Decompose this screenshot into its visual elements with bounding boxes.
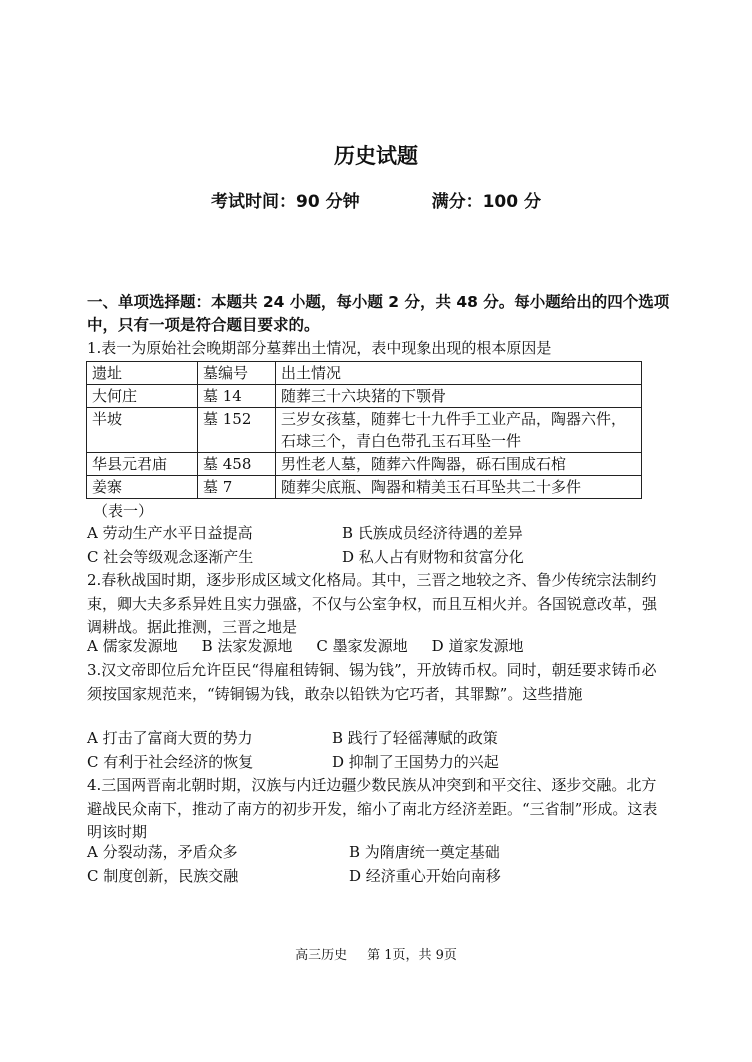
page-title: 历史试题 xyxy=(334,144,418,168)
option-c: C 墨家发源地 xyxy=(316,637,408,655)
question-1-table xyxy=(86,361,642,499)
question-3-options xyxy=(87,727,499,774)
question-1-stem: 1.表一为原始社会晚期部分墓葬出土情况，表中现象出现的根本原因是 xyxy=(87,339,552,357)
table-row xyxy=(87,476,642,499)
option-c: C 社会等级观念逐渐产生 xyxy=(87,547,254,566)
table-header-row xyxy=(87,362,642,385)
table-caption: （表一） xyxy=(93,502,154,520)
exam-time: 考试时间：90 分钟 xyxy=(211,192,360,212)
table-cell: 墓 14 xyxy=(198,385,276,408)
table-cell: 大何庄 xyxy=(87,385,198,408)
table-cell: 三岁女孩墓，随葬七十九件手工业产品，陶器六件，石球三个，青白色带孔玉石耳坠一件 xyxy=(276,408,642,453)
table-cell: 姜寨 xyxy=(87,476,198,499)
page-number: 第 1页，共 9页 xyxy=(367,948,457,963)
option-b: B 为隋唐统一奠定基础 xyxy=(349,843,500,861)
option-a: A 儒家发源地 xyxy=(87,637,178,655)
table-row xyxy=(87,408,642,453)
option-a: A 劳动生产水平日益提高 xyxy=(87,524,253,542)
option-c: C 有利于社会经济的恢复 xyxy=(87,752,254,771)
question-2-options xyxy=(87,635,547,659)
option-d: D 经济重心开始向南移 xyxy=(349,866,501,885)
table-cell: 随葬三十六块猪的下颚骨 xyxy=(276,385,642,408)
table-cell: 随葬尖底瓶、陶器和精美玉石耳坠共二十多件 xyxy=(276,476,642,499)
option-b: B 氏族成员经济待遇的差异 xyxy=(342,524,523,542)
option-c: C 制度创新，民族交融 xyxy=(87,866,239,885)
option-a: A 打击了富商大贾的势力 xyxy=(87,729,253,747)
table-cell: 半坡 xyxy=(87,408,198,453)
question-4-stem: 4.三国两晋南北朝时期，汉族与内迁边疆少数民族从冲突到和平交往、逐步交融。北方避战民众南下，推动了南方的初步开发，缩小了南北方经济差距。“三省制”形成。这表明该时期 xyxy=(87,776,658,841)
question-1-options xyxy=(87,522,524,569)
full-score: 满分：100 分 xyxy=(431,192,541,212)
table-header: 墓编号 xyxy=(198,362,276,385)
question-3-stem: 3.汉文帝即位后允许臣民“得雇租铸铜、锡为钱”，开放铸币权。同时，朝廷要求铸币必须按国家规范来，“铸铜锡为钱，敢杂以铅铁为它巧者，其罪黥”。这些措施 xyxy=(87,661,657,703)
option-d: D 抑制了王国势力的兴起 xyxy=(332,752,499,771)
question-2-stem: 2.春秋战国时期，逐步形成区域文化格局。其中，三晋之地较之齐、鲁少传统宗法制约束，卿大夫多系异姓且实力强盛，不仅与公室争权，而且互相火并。各国锐意改革，强调耕战。据此推测，三晋之地是 xyxy=(87,571,658,636)
section-heading: 一、单项选择题：本题共 24 小题，每小题 2 分，共 48 分。每小题给出的四个选项中，只有一项是符合题目要求的。 xyxy=(87,293,670,334)
page-footer xyxy=(0,944,752,963)
footer-subject: 高三历史 xyxy=(295,948,348,963)
table-cell: 墓 152 xyxy=(198,408,276,453)
option-d: D 私人占有财物和贫富分化 xyxy=(342,547,524,566)
exam-info xyxy=(0,187,752,212)
question-4-options xyxy=(87,841,501,888)
option-a: A 分裂动荡，矛盾众多 xyxy=(87,843,238,861)
table-cell: 男性老人墓，随葬六件陶器，砾石围成石棺 xyxy=(276,453,642,476)
table-row xyxy=(87,453,642,476)
table-header: 出土情况 xyxy=(276,362,642,385)
table-cell: 墓 458 xyxy=(198,453,276,476)
option-b: B 践行了轻徭薄赋的政策 xyxy=(332,729,498,747)
table-cell: 华县元君庙 xyxy=(87,453,198,476)
table-row xyxy=(87,385,642,408)
table-cell: 墓 7 xyxy=(198,476,276,499)
option-d: D 道家发源地 xyxy=(431,637,524,655)
option-b: B 法家发源地 xyxy=(201,637,293,655)
table-header: 遗址 xyxy=(87,362,198,385)
